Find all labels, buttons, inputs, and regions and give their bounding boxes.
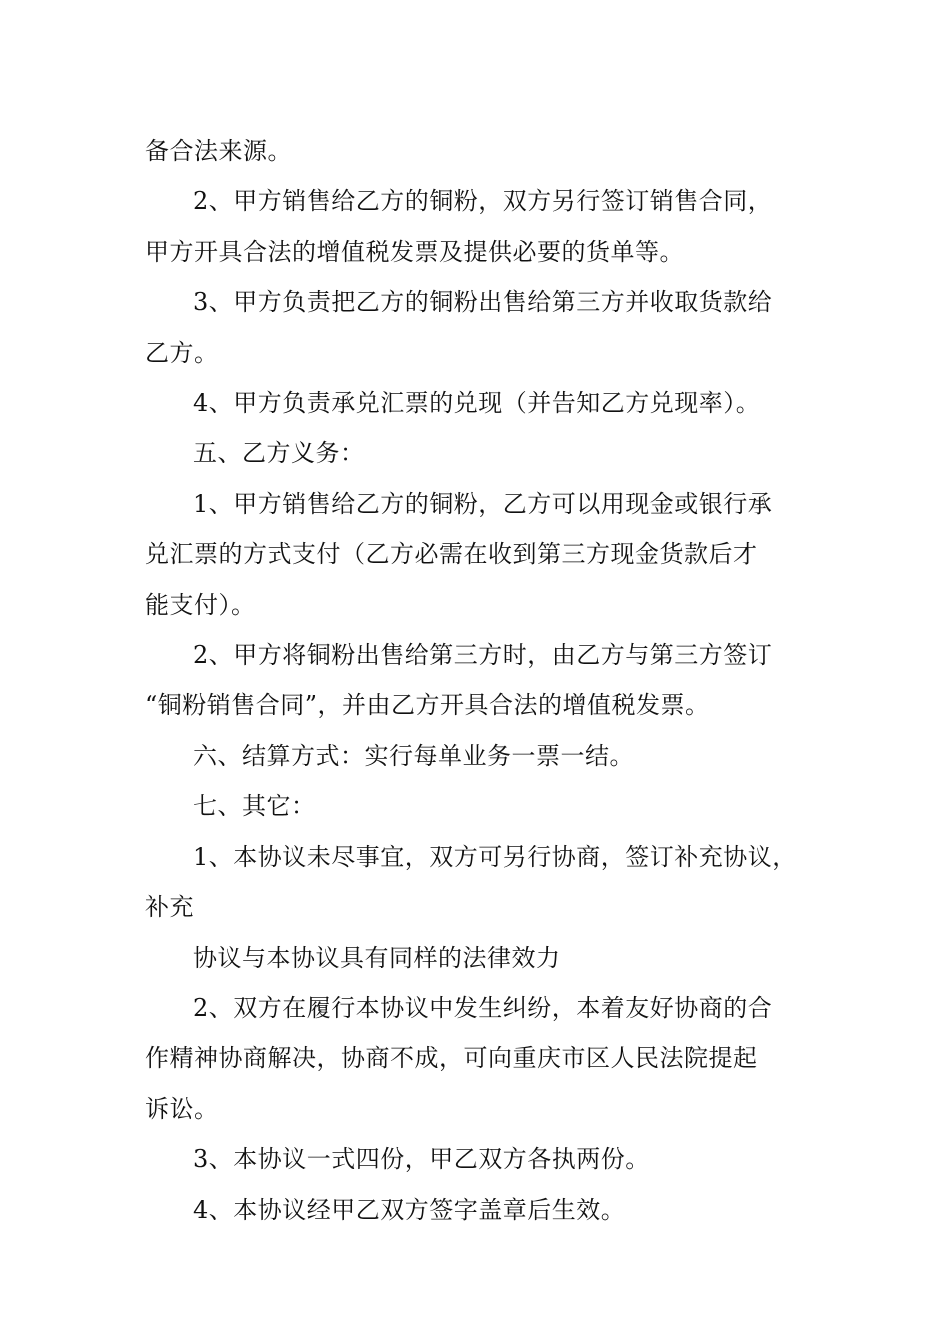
text-line: 2、双方在履行本协议中发生纠纷，本着友好协商的合 [193, 993, 773, 1022]
text-line: 协议与本协议具有同样的法律效力 [193, 943, 561, 972]
text-line: 补充 [145, 893, 194, 922]
text-line: 乙方。 [145, 338, 219, 367]
text-line: “铜粉销售合同”，并由乙方开具合法的增值税发票。 [145, 691, 710, 720]
text-line: 作精神协商解决，协商不成，可向重庆市区人民法院提起 [145, 1044, 758, 1073]
section-heading: 六、结算方式：实行每单业务一票一结。 [193, 741, 634, 770]
text-line: 1、甲方销售给乙方的铜粉，乙方可以用现金或银行承 [193, 489, 773, 518]
document-body [145, 126, 835, 1235]
text-line: 4、本协议经甲乙双方签字盖章后生效。 [193, 1195, 626, 1224]
text-line: 诉讼。 [145, 1094, 219, 1123]
text-line: 4、甲方负责承兑汇票的兑现（并告知乙方兑现率）。 [193, 389, 761, 418]
text-line: 1、本协议未尽事宜，双方可另行协商，签订补充协议， [193, 842, 797, 871]
text-line: 2、甲方销售给乙方的铜粉，双方另行签订销售合同， [193, 187, 773, 216]
text-line: 3、本协议一式四份，甲乙双方各执两份。 [193, 1145, 650, 1174]
text-line: 3、甲方负责把乙方的铜粉出售给第三方并收取货款给 [193, 288, 773, 317]
section-heading: 七、其它： [193, 792, 316, 821]
text-line: 能支付）。 [145, 590, 256, 619]
text-line: 2、甲方将铜粉出售给第三方时，由乙方与第三方签订 [193, 641, 773, 670]
section-heading: 五、乙方义务： [193, 439, 365, 468]
text-line: 兑汇票的方式支付（乙方必需在收到第三方现金货款后才 [145, 540, 758, 569]
text-line: 备合法来源。 [145, 137, 292, 165]
text-line: 甲方开具合法的增值税发票及提供必要的货单等。 [145, 237, 684, 266]
